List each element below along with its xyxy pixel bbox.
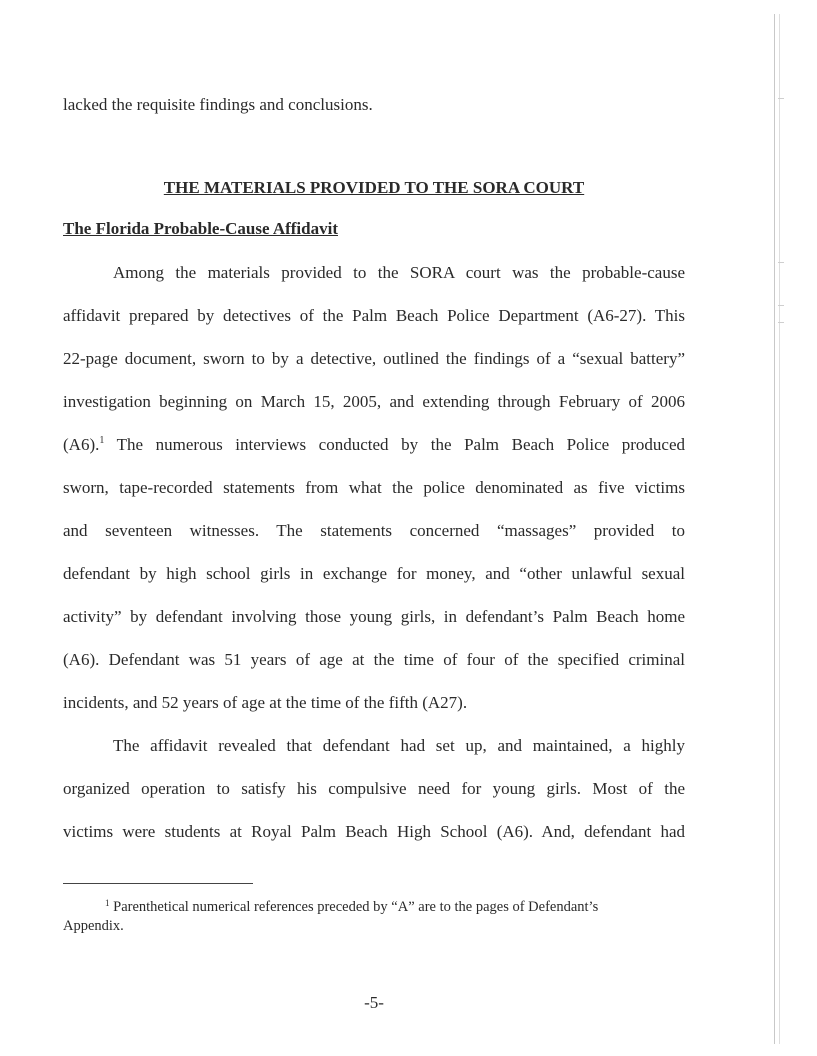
paragraph-line: organized operation to satisfy his compulsive need for young girls. Most of the [63,779,685,798]
footnote-line: Appendix. [63,918,124,934]
scan-edge-mark [778,305,784,306]
carryover-line: lacked the requisite findings and conclusions. [63,95,373,114]
scan-edge-mark [778,322,784,323]
paragraph-line: investigation beginning on March 15, 2005, and extending through February of 2006 [63,392,685,411]
paragraph-line: The affidavit revealed that defendant had set up, and maintained, a highly [113,736,685,755]
citation-text: (A6). [63,435,100,454]
paragraph-line: sworn, tape-recorded statements from what the police denominated as five victims [63,478,685,497]
paragraph-line: affidavit prepared by detectives of the Palm Beach Police Department (A6-27). This [63,306,685,325]
paragraph-line: Among the materials provided to the SORA court was the probable-cause [113,263,685,282]
page-number: -5- [364,993,384,1012]
paragraph-line: victims were students at Royal Palm Beach High School (A6). And, defendant had [63,822,685,841]
paragraph-line: 22-page document, sworn to by a detective, outlined the findings of a “sexual battery” [63,349,685,368]
footnote-separator [63,883,253,884]
scan-edge-mark [778,98,784,99]
footnote-marker: 1 [105,898,110,908]
sentence-text: The numerous interviews conducted by the Palm Beach Police produced [104,435,685,454]
scan-edge-mark [778,262,784,263]
paragraph-line: incidents, and 52 years of age at the time of the fifth (A27). [63,693,468,712]
paragraph-line: and seventeen witnesses. The statements concerned “massages” provided to [63,521,685,540]
paragraph-line: defendant by high school girls in exchange for money, and “other unlawful sexual [63,564,685,583]
subheading: The Florida Probable-Cause Affidavit [63,219,338,238]
paragraph-line: (A6). Defendant was 51 years of age at the time of four of the specified criminal [63,650,685,669]
footnote-line [105,898,598,917]
scan-page-edge [774,14,780,1044]
section-heading: THE MATERIALS PROVIDED TO THE SORA COURT [163,178,585,197]
paragraph-line: activity” by defendant involving those young girls, in defendant’s Palm Beach home [63,607,685,626]
paragraph-line [63,434,685,456]
footnote-reference[interactable]: 1 [99,435,105,446]
footnote-text: Parenthetical numerical references preceded by “A” are to the pages of Defendant’s [109,899,599,915]
